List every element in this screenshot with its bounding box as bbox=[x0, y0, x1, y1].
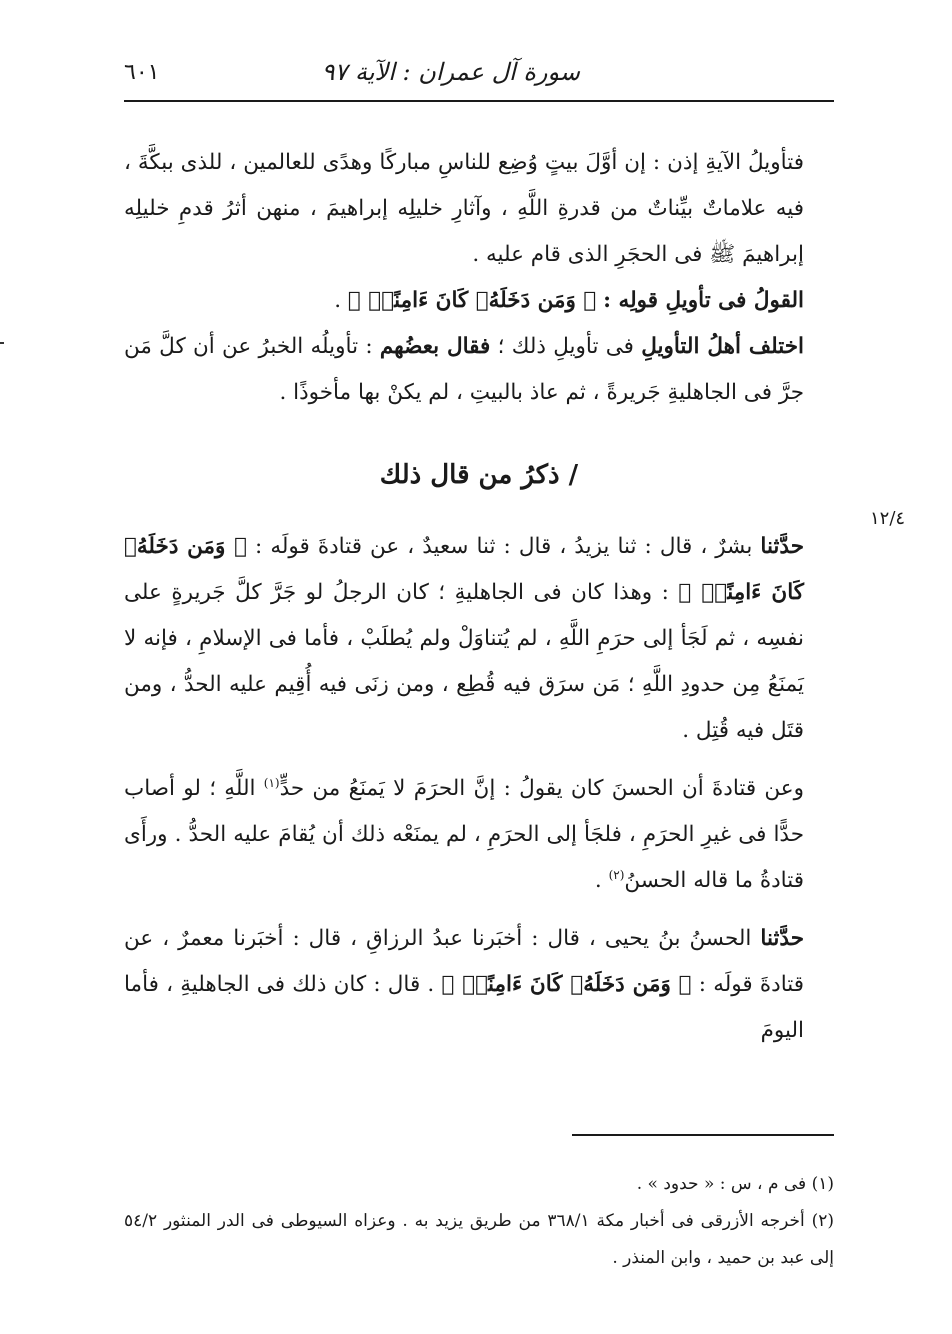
text-span: الحسنُ بنُ يحيى ، قال : أخبَرنا عبدُ الرزاقِ ، قال : أخبَرنا معمرٌ ، عن قتادةَ قولَه : bbox=[124, 926, 805, 997]
quran-quote: ﴿ وَمَن دَخَلَهُۥ كَانَ ءَامِنًاۗ ﴾ bbox=[347, 288, 597, 313]
quran-quote: ﴿ وَمَن دَخَلَهُۥ كَانَ ءَامِنًاۗ ﴾ bbox=[441, 972, 692, 997]
punctuation: . bbox=[594, 868, 609, 893]
paragraph-narration-3 bbox=[124, 916, 834, 1054]
paragraph-saying bbox=[124, 278, 834, 324]
paragraph-narration-2 bbox=[124, 766, 834, 904]
footnote-2: (٢) أخرجه الأزرقى فى أخبار مكة ٣٦٨/١ من طريق يزيد به . وعزاه السيوطى فى الدر المنثور ٥٤/٢ إلى عبد بن حميد ، وابن المنذر . bbox=[124, 1211, 834, 1268]
text-span: اللَّهِ ؛ لو أصاب حدًّا فى غيرِ الحرَمِ ، فلجَأ إلى الحرَمِ ، لم يمنَعْه ذلك أن يُقامَ عليه الحدُّ . ورأَى قتادةُ ما قاله الحسنُ bbox=[124, 776, 804, 893]
scan-mark bbox=[0, 342, 4, 344]
header-title: سورة آل عمران : الآية ٩٧ bbox=[321, 58, 580, 86]
bold-lead: اختلف أهلُ التأويلِ bbox=[641, 334, 804, 359]
header-divider bbox=[124, 100, 834, 102]
narration-lead: حدَّثنا bbox=[760, 534, 804, 559]
footnote-1: (١) فى م ، س : « حدود » . bbox=[636, 1174, 834, 1194]
narration-lead: حدَّثنا bbox=[760, 926, 804, 951]
text-span: بشرٌ ، قال : ثنا يزيدُ ، قال : ثنا سعيدٌ ، عن قتادةَ قولَه : bbox=[246, 534, 761, 559]
margin-reference: ١٢/٤ bbox=[870, 508, 906, 529]
page-number: ٦٠١ bbox=[124, 60, 160, 85]
footnote-divider bbox=[572, 1134, 834, 1136]
text-span: : تأويلُه الخبرُ عن أن كلَّ مَن جرَّ فى الجاهليةِ جَريرةً ، ثم عاذ بالبيتِ ، لم يكنْ بها مأخوذًا . bbox=[124, 334, 804, 405]
running-header bbox=[124, 56, 830, 96]
footnotes bbox=[124, 1166, 834, 1277]
bold-lead: فقال بعضُهم bbox=[379, 334, 491, 359]
main-text bbox=[124, 140, 834, 1054]
text-span: وعن قتادةَ أن الحسنَ كان يقولُ : إنَّ الحرَمَ لا يَمنَعُ من حدٍّ bbox=[279, 776, 804, 801]
section-heading: / ذكرُ من قال ذلك bbox=[379, 460, 579, 490]
text-span: فى تأويلِ ذلك ؛ bbox=[490, 334, 642, 359]
paragraph-narration-1 bbox=[124, 524, 834, 754]
paragraph-disagreement bbox=[124, 324, 834, 416]
section-lead: القولُ فى تأويلِ قولِه : bbox=[603, 288, 804, 313]
text-span: : وهذا كان فى الجاهليةِ ؛ كان الرجلُ لو جَرَّ كلَّ جَريرةٍ على نفسِه ، ثم لَجَأ إلى حرَمِ اللَّهِ ، لم يُتناوَلْ ولم يُطلَبْ ، فأما فى الإسلامِ ، فإنه لا يَمنَعُ مِن حدودِ اللَّهِ ؛ مَن سرَق فيه قُطِع ، ومن زنَى فيه أُقِيم عليه الحدُّ ، ومن قتَل فيه قُتِل . bbox=[124, 580, 804, 743]
text-span: . قال : كان ذلك فى الجاهليةِ ، فأما اليومَ bbox=[124, 972, 804, 1043]
paragraph-interpretation: فتأويلُ الآيةِ إذن : إن أوَّلَ بيتٍ وُضِع للناسِ مباركًا وهدًى للعالمين ، للذى ببكَّةَ ، فيه علاماتٌ بيِّناتٌ من قدرةِ اللَّهِ ، وآثارِ خليلِه إبراهيمَ ، منهن أثرُ قدمِ خليلِه إبراهيمَ ﷺ فى الحجَرِ الذى قام عليه . bbox=[124, 150, 804, 267]
footnote-marker: (١) bbox=[263, 775, 280, 790]
punctuation: . bbox=[334, 288, 348, 313]
quran-quote: ﴿ وَمَن دَخَلَهُۥ كَانَ ءَامِنًاۗ ﴾ bbox=[124, 534, 804, 605]
footnote-marker: (٢) bbox=[608, 867, 625, 882]
